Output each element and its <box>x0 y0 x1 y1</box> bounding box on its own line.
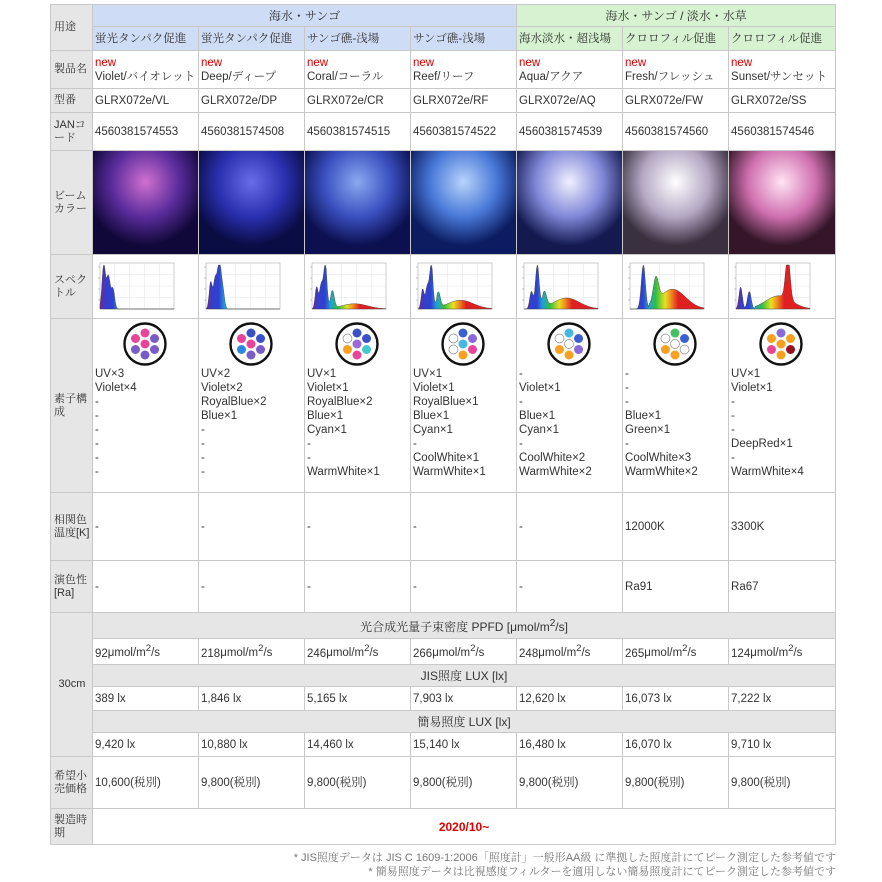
simple-title-row <box>51 711 836 733</box>
product-name-row <box>51 51 836 89</box>
ppfd-unit: μmol/$m^2/s$ <box>326 643 379 660</box>
beam-image <box>305 151 410 254</box>
element-line: Violet×1 <box>307 382 349 394</box>
cri-value-7: Ra67 <box>729 561 836 613</box>
element-line: - <box>519 438 523 450</box>
label-distance: 30cm <box>51 613 93 757</box>
ppfd-value-3 <box>305 639 411 665</box>
simple-lux-2: 10,880 lx <box>199 733 305 757</box>
element-line: Violet×1 <box>413 382 455 394</box>
beam-image <box>93 151 198 254</box>
new-badge: new <box>519 56 541 69</box>
spectrum-chart <box>200 259 282 315</box>
spectrum-graph-6 <box>623 255 729 319</box>
element-line: WarmWhite×1 <box>413 466 486 478</box>
beam-color-6 <box>623 151 729 255</box>
simple-lux-4: 15,140 lx <box>411 733 517 757</box>
new-badge: new <box>95 56 117 69</box>
ppfd-value-5 <box>517 639 623 665</box>
product-name-label: Coral/コーラル <box>307 70 384 83</box>
beam-image <box>729 151 835 254</box>
beam-image <box>623 151 728 254</box>
element-line: Green×1 <box>625 424 671 436</box>
element-config-5 <box>517 319 623 493</box>
price-value-5: 9,800(税別) <box>517 757 623 809</box>
product-name-5 <box>517 51 623 89</box>
ppfd-value-4 <box>411 639 517 665</box>
use-subheader-2: 蛍光タンパク促進 <box>199 27 305 51</box>
group-row <box>51 5 836 27</box>
product-name-7 <box>729 51 836 89</box>
element-line: - <box>201 438 205 450</box>
jis-lux-1: 389 lx <box>93 687 199 711</box>
model-number-7: GLRX072e/SS <box>729 89 836 113</box>
element-line: - <box>731 452 735 464</box>
element-line: CoolWhite×3 <box>625 452 692 464</box>
ppfd-number: 246 <box>307 647 327 660</box>
ppfd-unit: μmol/$m^2/s$ <box>107 643 161 660</box>
new-badge: new <box>307 56 329 69</box>
beam-color-5 <box>517 151 623 255</box>
element-line: Violet×1 <box>519 382 561 394</box>
element-line: RoyalBlue×2 <box>201 396 267 408</box>
led-layout-diagram <box>95 321 195 367</box>
use-subheader-3: サンゴ礁-浅場 <box>305 27 411 51</box>
spec-table <box>50 4 836 845</box>
element-line: Blue×1 <box>625 410 662 422</box>
spectrum-chart <box>518 259 600 315</box>
element-line: - <box>95 452 99 464</box>
ppfd-number: 92 <box>95 647 108 660</box>
spectrum-chart <box>306 259 388 315</box>
label-beam: ビームカラー <box>51 151 93 255</box>
made-date: 2020/10~ <box>93 809 836 845</box>
use-subheader-6: クロロフィル促進 <box>623 27 729 51</box>
cri-value-4: - <box>411 561 517 613</box>
element-line: WarmWhite×1 <box>307 466 380 478</box>
cct-value-7: 3300K <box>729 493 836 561</box>
label-jan: JANコード <box>51 113 93 151</box>
element-line: Violet×4 <box>95 382 137 394</box>
cct-value-3: - <box>305 493 411 561</box>
cri-value-6: Ra91 <box>623 561 729 613</box>
spectrum-chart <box>624 259 706 315</box>
model-number-3: GLRX072e/CR <box>305 89 411 113</box>
price-value-6: 9,800(税別) <box>623 757 729 809</box>
price-value-7: 9,800(税別) <box>729 757 836 809</box>
element-line: - <box>307 438 311 450</box>
model-number-2: GLRX072e/DP <box>199 89 305 113</box>
model-number-1: GLRX072e/VL <box>93 89 199 113</box>
element-line: Violet×2 <box>201 382 243 394</box>
label-elements: 素子構成 <box>51 319 93 493</box>
jis-title: JIS照度 LUX [lx] <box>93 665 836 687</box>
simple-lux-1: 9,420 lx <box>93 733 199 757</box>
led-layout-diagram <box>519 321 619 367</box>
led-layout-diagram <box>201 321 301 367</box>
jan-code-1: 4560381574553 <box>93 113 199 151</box>
jis-row <box>51 687 836 711</box>
cri-value-3: - <box>305 561 411 613</box>
element-config-4 <box>411 319 517 493</box>
jan-row <box>51 113 836 151</box>
element-line: - <box>519 368 523 380</box>
new-badge: new <box>625 56 647 69</box>
spectrum-graph-7 <box>729 255 836 319</box>
led-layout-diagram <box>307 321 407 367</box>
group-header-marine-fresh: 海水・サンゴ / 淡水・水草 <box>517 5 836 27</box>
element-line: - <box>625 382 629 394</box>
element-config-2 <box>199 319 305 493</box>
ppfd-unit: μmol/$m^2/s$ <box>220 643 273 660</box>
jan-code-5: 4560381574539 <box>517 113 623 151</box>
spectrum-row <box>51 255 836 319</box>
ppfd-value-6 <box>623 639 729 665</box>
element-line: - <box>625 438 629 450</box>
cri-value-5: - <box>517 561 623 613</box>
element-line: Cyan×1 <box>519 424 559 436</box>
ppfd-value-1 <box>93 639 199 665</box>
element-config-3 <box>305 319 411 493</box>
cct-value-2: - <box>199 493 305 561</box>
jis-lux-5: 12,620 lx <box>517 687 623 711</box>
label-cct: 相関色温度[K] <box>51 493 93 561</box>
cri-row <box>51 561 836 613</box>
element-line: - <box>95 424 99 436</box>
product-name-label: Sunset/サンセット <box>731 70 827 83</box>
jan-code-3: 4560381574515 <box>305 113 411 151</box>
ppfd-number: 218 <box>201 647 221 660</box>
jis-lux-3: 5,165 lx <box>305 687 411 711</box>
element-line: - <box>307 452 311 464</box>
beam-color-4 <box>411 151 517 255</box>
simple-title: 簡易照度 LUX [lx] <box>93 711 836 733</box>
beam-color-7 <box>729 151 836 255</box>
product-name-6 <box>623 51 729 89</box>
element-line: WarmWhite×4 <box>731 466 804 478</box>
element-config-1 <box>93 319 199 493</box>
product-name-label: Aqua/アクア <box>519 70 584 83</box>
element-line: Cyan×1 <box>413 424 453 436</box>
product-name-4 <box>411 51 517 89</box>
ppfd-title: 光合成光量子束密度 PPFD $[\mu mol/m^2/s]$ <box>93 613 836 639</box>
element-line: - <box>95 410 99 422</box>
ppfd-title-row <box>51 613 836 639</box>
spectrum-graph-1 <box>93 255 199 319</box>
ppfd-number: 248 <box>519 647 539 660</box>
element-line: - <box>731 410 735 422</box>
subheader-row <box>51 27 836 51</box>
jan-code-2: 4560381574508 <box>199 113 305 151</box>
element-line: CoolWhite×1 <box>413 452 480 464</box>
label-price: 希望小売価格 <box>51 757 93 809</box>
element-line: - <box>201 424 205 436</box>
element-line: - <box>95 396 99 408</box>
element-line: DeepRed×1 <box>731 438 793 450</box>
element-line: - <box>95 466 99 478</box>
element-line: - <box>201 452 205 464</box>
new-badge: new <box>731 56 753 69</box>
element-line: - <box>413 438 417 450</box>
simple-lux-5: 16,480 lx <box>517 733 623 757</box>
beam-image <box>199 151 304 254</box>
simple-lux-7: 9,710 lx <box>729 733 836 757</box>
element-line: Blue×1 <box>413 410 450 422</box>
price-value-2: 9,800(税別) <box>199 757 305 809</box>
element-line: - <box>731 424 735 436</box>
ppfd-unit: μmol/$m^2/s$ <box>538 643 591 660</box>
jis-title-row <box>51 665 836 687</box>
element-line: - <box>625 396 629 408</box>
product-name-label: Fresh/フレッシュ <box>625 70 715 83</box>
price-value-4: 9,800(税別) <box>411 757 517 809</box>
new-badge: new <box>413 56 435 69</box>
jan-code-7: 4560381574546 <box>729 113 836 151</box>
spectrum-graph-4 <box>411 255 517 319</box>
beam-image <box>517 151 622 254</box>
jis-lux-4: 7,903 lx <box>411 687 517 711</box>
cct-value-1: - <box>93 493 199 561</box>
jis-lux-6: 16,073 lx <box>623 687 729 711</box>
element-line: - <box>95 438 99 450</box>
label-use: 用途 <box>51 5 93 51</box>
cct-value-6: 12000K <box>623 493 729 561</box>
cct-value-5: - <box>517 493 623 561</box>
ppfd-unit: μmol/$m^2/s$ <box>432 643 485 660</box>
spectrum-graph-3 <box>305 255 411 319</box>
led-layout-diagram <box>731 321 831 367</box>
beam-color-1 <box>93 151 199 255</box>
new-badge: new <box>201 56 223 69</box>
simple-lux-3: 14,460 lx <box>305 733 411 757</box>
ppfd-value-7 <box>729 639 836 665</box>
spectrum-chart <box>730 259 812 315</box>
beam-image <box>411 151 516 254</box>
label-cri: 演色性[Ra] <box>51 561 93 613</box>
price-row <box>51 757 836 809</box>
ppfd-number: 265 <box>625 647 645 660</box>
model-number-4: GLRX072e/RF <box>411 89 517 113</box>
ppfd-unit: μmol/$m^2/s$ <box>644 643 697 660</box>
element-line: - <box>731 396 735 408</box>
element-line: RoyalBlue×1 <box>413 396 479 408</box>
element-line: Blue×1 <box>519 410 556 422</box>
jis-lux-2: 1,846 lx <box>199 687 305 711</box>
use-subheader-1: 蛍光タンパク促進 <box>93 27 199 51</box>
cri-value-1: - <box>93 561 199 613</box>
product-name-3 <box>305 51 411 89</box>
product-name-2 <box>199 51 305 89</box>
simple-lux-row <box>51 733 836 757</box>
element-line: - <box>519 396 523 408</box>
product-name-label: Deep/ディープ <box>201 70 277 83</box>
element-line: CoolWhite×2 <box>519 452 586 464</box>
ppfd-unit: μmol/$m^2/s$ <box>750 643 803 660</box>
ppfd-number: 124 <box>731 647 751 660</box>
jan-code-4: 4560381574522 <box>411 113 517 151</box>
label-name: 製品名 <box>51 51 93 89</box>
product-name-1 <box>93 51 199 89</box>
cri-value-2: - <box>199 561 305 613</box>
beam-color-3 <box>305 151 411 255</box>
spectrum-graph-2 <box>199 255 305 319</box>
price-value-3: 9,800(税別) <box>305 757 411 809</box>
use-subheader-5: 海水淡水・超浅場 <box>517 27 623 51</box>
model-row <box>51 89 836 113</box>
element-line: UV×1 <box>731 368 761 380</box>
price-value-1: 10,600(税別) <box>93 757 199 809</box>
element-config-6 <box>623 319 729 493</box>
spec-table-wrapper <box>50 4 836 845</box>
element-line: UV×3 <box>95 368 125 380</box>
element-line: - <box>625 368 629 380</box>
model-number-6: GLRX072e/FW <box>623 89 729 113</box>
led-layout-diagram <box>625 321 725 367</box>
ppfd-value-2 <box>199 639 305 665</box>
element-line: WarmWhite×2 <box>519 466 592 478</box>
label-model: 型番 <box>51 89 93 113</box>
jis-lux-7: 7,222 lx <box>729 687 836 711</box>
label-made: 製造時期 <box>51 809 93 845</box>
model-number-5: GLRX072e/AQ <box>517 89 623 113</box>
group-header-marine: 海水・サンゴ <box>93 5 517 27</box>
spectrum-chart <box>412 259 494 315</box>
note-jis: * JIS照度データは JIS C 1609-1:2006「照度計」一般形AA級 に準拠した照度計にてピーク測定した参考値です <box>293 852 836 864</box>
led-layout-diagram <box>413 321 513 367</box>
elements-row <box>51 319 836 493</box>
element-line: Cyan×1 <box>307 424 347 436</box>
made-row <box>51 809 836 845</box>
simple-lux-6: 16,070 lx <box>623 733 729 757</box>
element-line: Blue×1 <box>201 410 238 422</box>
jan-code-6: 4560381574560 <box>623 113 729 151</box>
cct-value-4: - <box>411 493 517 561</box>
ppfd-row <box>51 639 836 665</box>
element-line: UV×1 <box>413 368 443 380</box>
element-config-7 <box>729 319 836 493</box>
spectrum-graph-5 <box>517 255 623 319</box>
note-simple: * 簡易照度データは比視感度フィルターを適用しない簡易照度計にてピーク測定した参考値です <box>368 866 836 878</box>
use-subheader-4: サンゴ礁-浅場 <box>411 27 517 51</box>
element-line: WarmWhite×2 <box>625 466 698 478</box>
use-subheader-7: クロロフィル促進 <box>729 27 836 51</box>
element-line: Blue×1 <box>307 410 344 422</box>
spectrum-chart <box>94 259 176 315</box>
product-name-label: Violet/バイオレット <box>95 70 196 83</box>
element-line: UV×2 <box>201 368 231 380</box>
element-line: RoyalBlue×2 <box>307 396 373 408</box>
element-line: Violet×1 <box>731 382 773 394</box>
label-spectrum: スペクトル <box>51 255 93 319</box>
element-line: - <box>201 466 205 478</box>
ppfd-number: 266 <box>413 647 433 660</box>
cct-row <box>51 493 836 561</box>
beam-color-2 <box>199 151 305 255</box>
element-line: UV×1 <box>307 368 337 380</box>
product-name-label: Reef/リーフ <box>413 70 475 83</box>
beam-color-row <box>51 151 836 255</box>
